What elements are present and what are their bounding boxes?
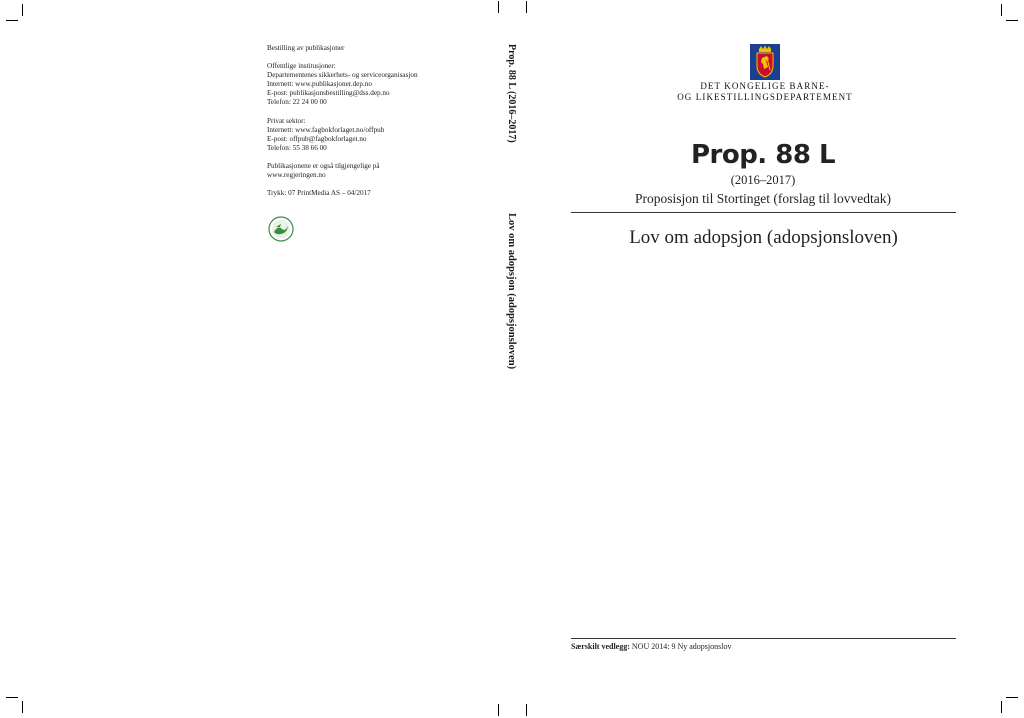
- public-sector-block: [267, 62, 497, 107]
- publication-ordering-info: [267, 44, 497, 207]
- availability-block: [267, 162, 497, 180]
- spine-prop-text: Prop. 88 L (2016–2017): [506, 44, 517, 143]
- session-years: (2016–2017): [730, 173, 796, 187]
- info-line: E-post: offpub@fagbokforlaget.no: [267, 134, 367, 143]
- law-title: Lov om adopsjon (adopsjonsloven): [629, 227, 898, 248]
- private-sector-block: [267, 117, 497, 153]
- department-line: DET KONGELIGE BARNE-: [700, 81, 830, 91]
- spine-title-text: Lov om adopsjon (adopsjonsloven): [506, 213, 517, 370]
- printer-block: [267, 189, 497, 198]
- info-line: Telefon: 22 24 00 00: [267, 98, 327, 107]
- spine-prop-number: [503, 44, 521, 144]
- info-line: Internett: www.fagbokforlaget.no/offpub: [267, 125, 385, 134]
- department-name: [660, 81, 870, 102]
- info-line: Trykk: 07 PrintMedia AS – 04/2017: [267, 189, 371, 198]
- crop-mark: [1006, 20, 1018, 21]
- proposition-subtitle: Proposisjon til Stortinget (forslag til lovvedtak): [634, 191, 892, 206]
- info-line: Telefon: 55 38 66 00: [267, 143, 327, 152]
- crop-mark: [22, 4, 23, 16]
- spine-title: [503, 213, 521, 383]
- crop-mark: [1006, 697, 1018, 698]
- attachment-text: NOU 2014: 9 Ny adopsjonslov: [629, 642, 732, 651]
- separate-attachment-note: [571, 642, 731, 651]
- attachment-label: Særskilt vedlegg:: [571, 642, 630, 651]
- info-line: Departementenes sikkerhets- og serviceorganisasjon: [267, 71, 418, 80]
- title-divider: [571, 212, 956, 213]
- crop-mark: [526, 1, 527, 13]
- crop-mark: [498, 1, 499, 13]
- ordering-heading-block: [267, 44, 497, 53]
- info-line: E-post: publikasjonsbestilling@dss.dep.no: [267, 89, 390, 98]
- info-line: Offentlige institusjoner:: [267, 62, 336, 71]
- prop-title: Prop. 88 L: [690, 140, 836, 170]
- crop-mark: [22, 701, 23, 713]
- crop-mark: [6, 697, 18, 698]
- info-line: Publikasjonene er også tilgjengelige på: [267, 161, 380, 170]
- info-line: Bestilling av publikasjoner: [267, 44, 345, 52]
- nordic-swan-ecolabel-icon: [268, 216, 294, 242]
- crop-mark: [498, 704, 499, 716]
- footer-divider: [571, 638, 956, 639]
- crop-mark: [1001, 701, 1002, 713]
- crop-mark: [526, 704, 527, 716]
- crop-mark: [6, 20, 18, 21]
- info-line: Internett: www.publikasjoner.dep.no: [267, 80, 372, 89]
- crop-mark: [1001, 4, 1002, 16]
- norwegian-coat-of-arms-icon: [750, 44, 780, 80]
- info-line: Privat sektor:: [267, 116, 306, 125]
- department-line: OG LIKESTILLINGSDEPARTEMENT: [677, 91, 853, 102]
- info-line: www.regjeringen.no: [267, 171, 326, 180]
